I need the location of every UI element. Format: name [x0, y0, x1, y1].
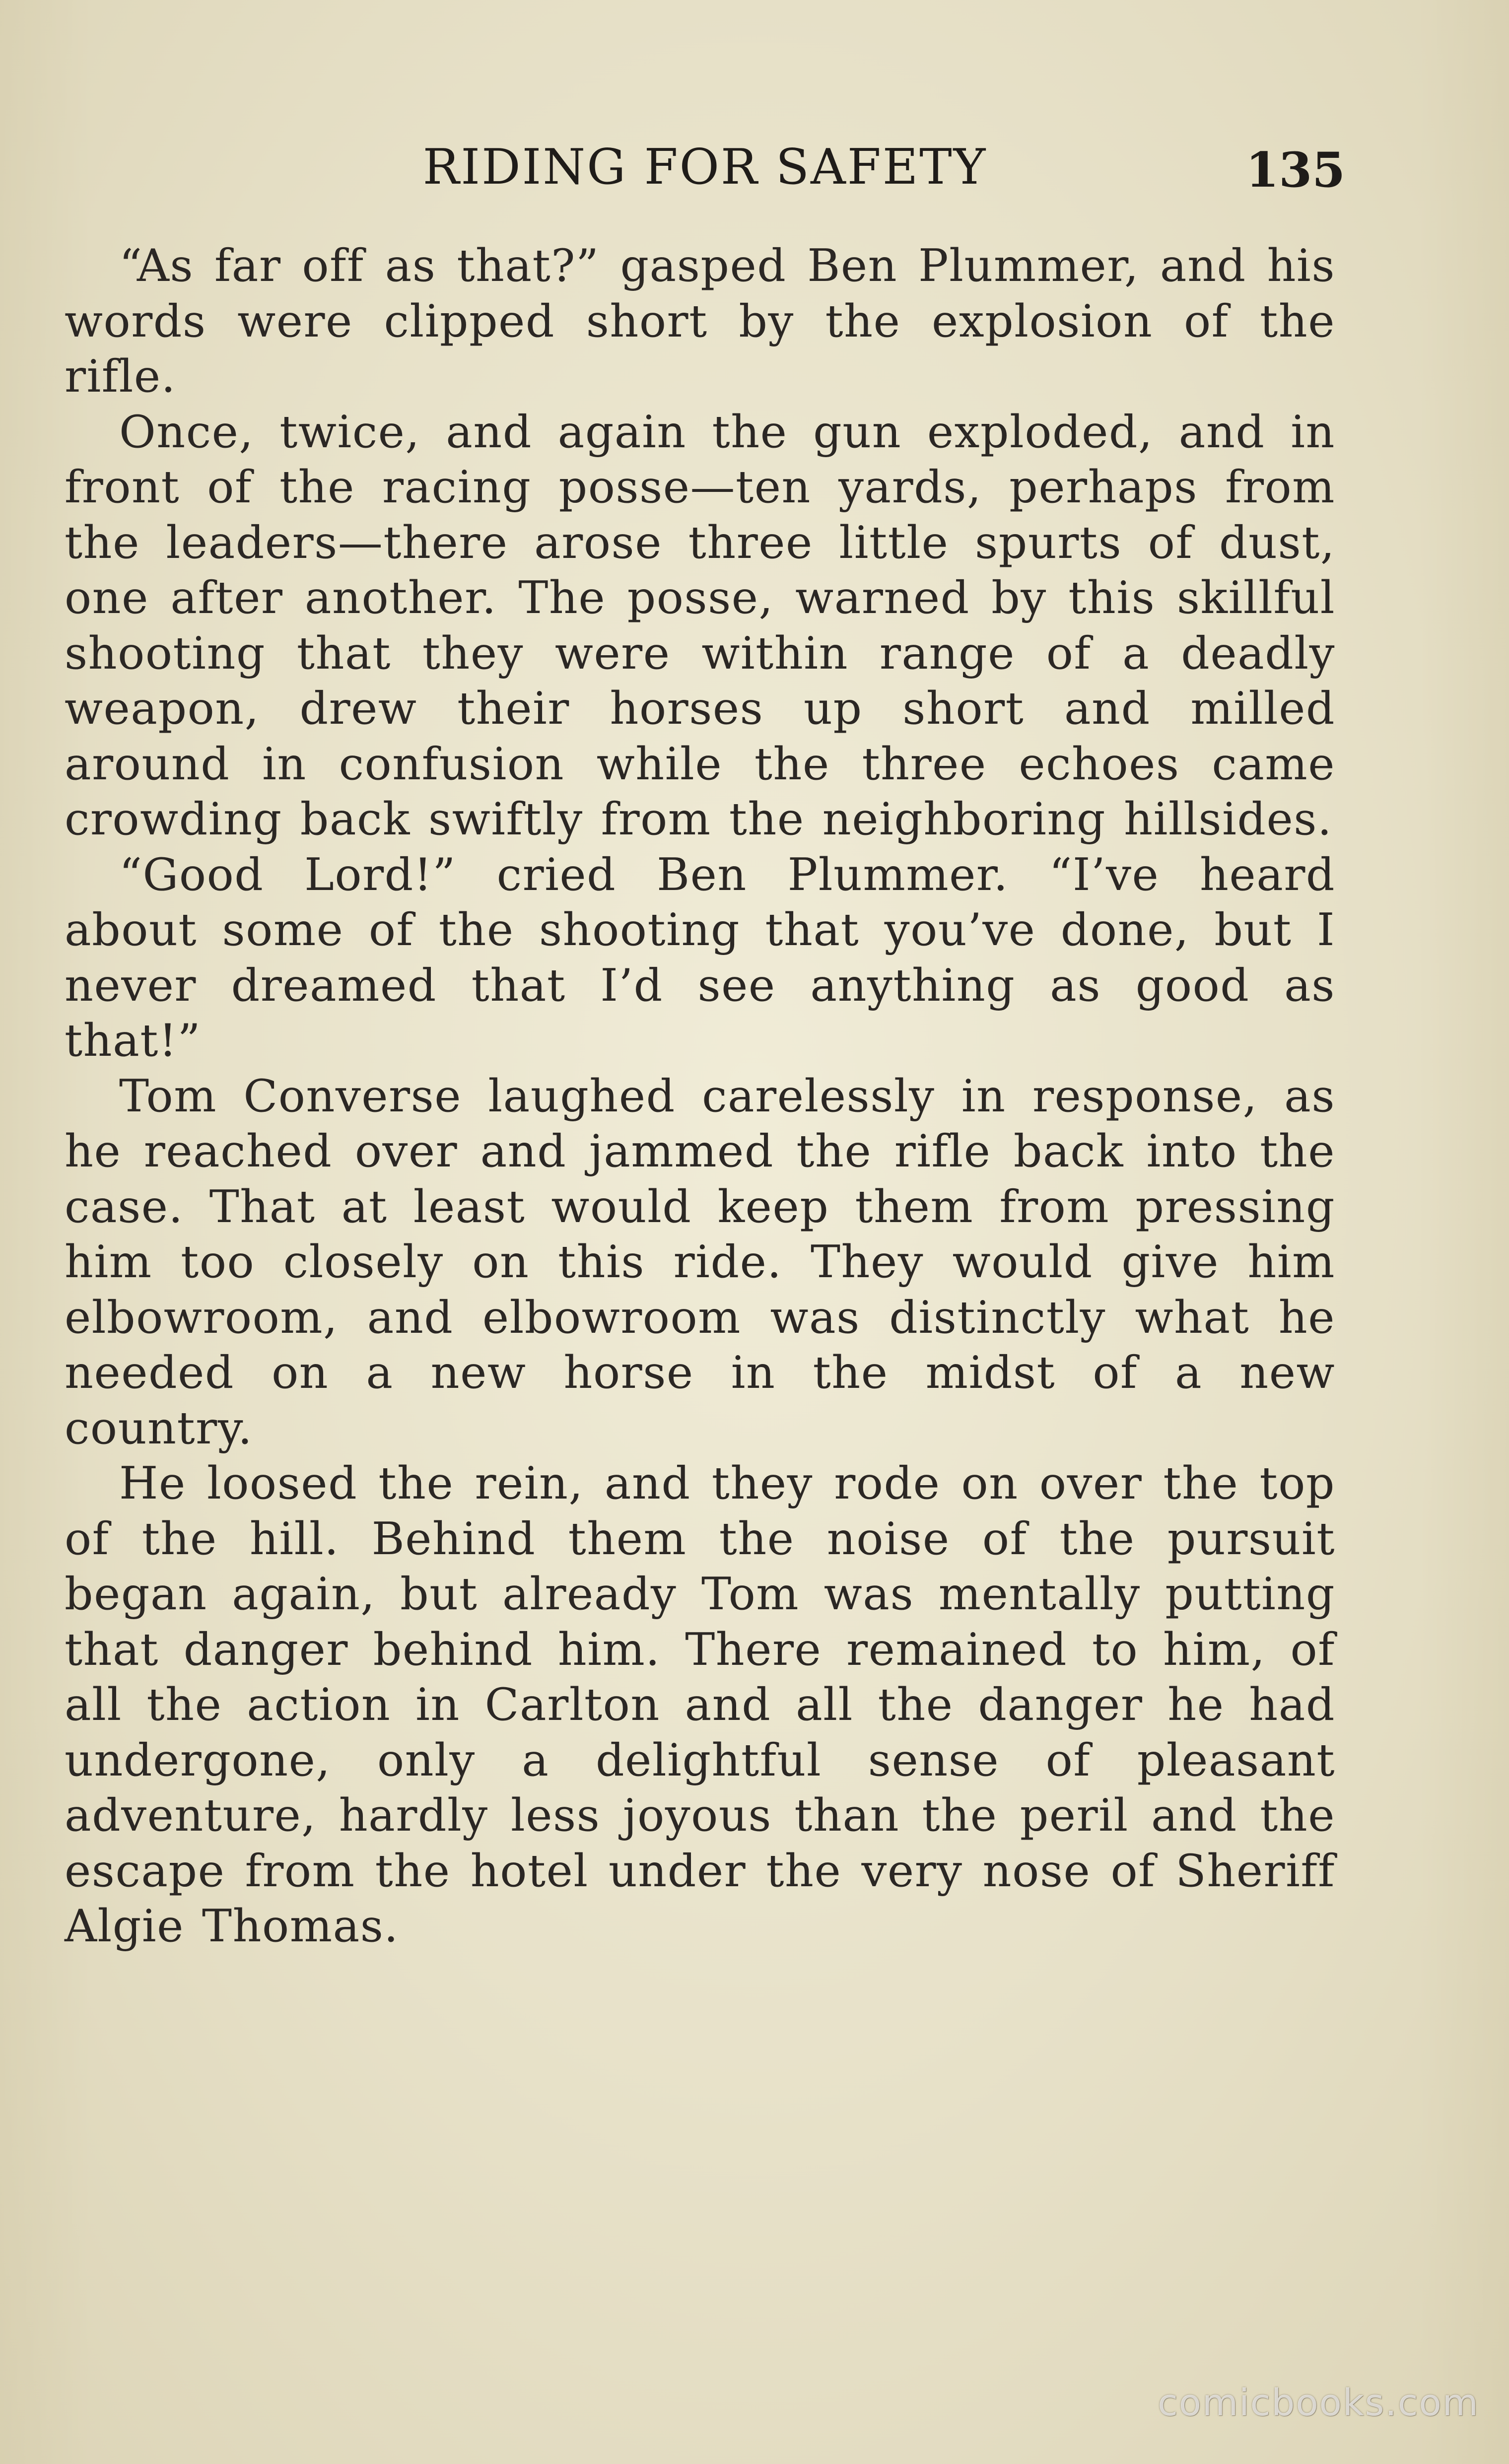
running-head [69, 139, 1345, 204]
body-text [65, 238, 1335, 1954]
paragraph: He loosed the rein, and they rode on over the top of the hill. Behind them the noise of the pursuit began again, but already Tom was mentally putting that danger behind him. There remained to him, of all the action in Carlton and all the danger he had undergone, only a delightful sense of pleasant adventure, hardly less joyous than the peril and the escape from the hotel under the very nose of Sheriff Algie Thomas. [65, 1457, 1335, 1952]
running-title: RIDING FOR SAFETY [422, 139, 987, 196]
paragraph: “Good Lord!” cried Ben Plummer. “I’ve heard about some of the shooting that you’ve done, but I never dreamed that I’d see anything as good as that!” [65, 848, 1335, 1067]
page-number: 135 [1245, 142, 1345, 198]
paragraph: Tom Converse laughed carelessly in response, as he reached over and jammed the rifle back into the case. That at least would keep them from pressing him too closely on this ride. They would give him elbowroom, and elbowroom was distinctly what he needed on a new horse in the midst of a new country. [65, 1070, 1335, 1454]
paragraph: Once, twice, and again the gun exploded, and in front of the racing posse—ten yards, perhaps from the leaders—there arose three little spurts of dust, one after another. The posse, warned by this skillful shooting that they were within range of a deadly weapon, drew their horses up short and milled around in confusion while the three echoes came crowding back swiftly from the neighboring hillsides. [65, 406, 1335, 845]
watermark: comicbooks.com [1158, 2382, 1479, 2424]
paragraph: “As far off as that?” gasped Ben Plummer, and his words were clipped short by the explosion of the rifle. [65, 240, 1335, 403]
